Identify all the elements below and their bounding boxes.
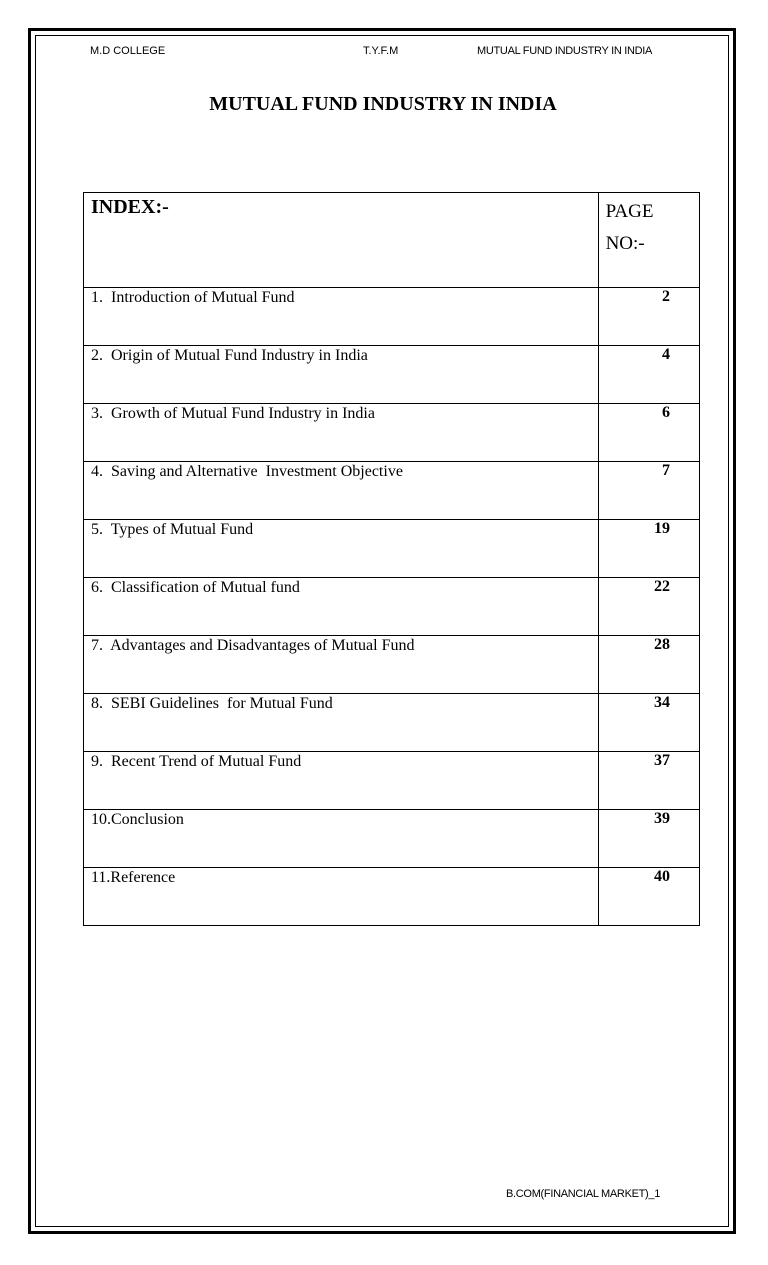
table-row: [84, 694, 700, 752]
table-row: [84, 288, 700, 346]
index-topic: [84, 462, 599, 520]
table-row: [84, 578, 700, 636]
index-topic-text: 4. Saving and Alternative Investment Objective: [91, 463, 403, 480]
index-table: [83, 192, 700, 926]
header-subject: MUTUAL FUND INDUSTRY IN INDIA: [477, 45, 653, 57]
index-page-number: 6: [598, 404, 699, 462]
index-topic: [84, 404, 599, 462]
index-page-number: 37: [598, 752, 699, 810]
page-heading-line2: NO:-: [605, 233, 645, 254]
index-page-number: 4: [598, 346, 699, 404]
index-topic-text: 6. Classification of Mutual fund: [91, 579, 300, 596]
index-topic-text: 9. Recent Trend of Mutual Fund: [91, 753, 302, 770]
table-row: [84, 346, 700, 404]
table-row: [84, 810, 700, 868]
index-heading: INDEX:-: [84, 193, 599, 288]
index-topic: [84, 288, 599, 346]
index-page-number: 22: [598, 578, 699, 636]
index-table-header: [84, 193, 700, 288]
page-footer: B.COM(FINANCIAL MARKET)_1: [506, 1188, 661, 1200]
index-topic-text: 11.Reference: [91, 869, 176, 886]
index-page-number: 28: [598, 636, 699, 694]
table-row: [84, 752, 700, 810]
page-number-heading: [598, 193, 699, 288]
index-topic-text: 2. Origin of Mutual Fund Industry in India: [91, 347, 368, 364]
index-topic: [84, 868, 599, 926]
index-topic: [84, 520, 599, 578]
index-topic-text: 8. SEBI Guidelines for Mutual Fund: [91, 695, 333, 712]
table-row: [84, 404, 700, 462]
index-topic: [84, 752, 599, 810]
index-topic: [84, 346, 599, 404]
index-page-number: 39: [598, 810, 699, 868]
table-row: [84, 520, 700, 578]
index-page-number: 40: [598, 868, 699, 926]
index-topic-text: 5. Types of Mutual Fund: [91, 521, 254, 538]
index-topic-text: 10.Conclusion: [91, 811, 184, 828]
table-row: [84, 636, 700, 694]
index-topic-text: 7. Advantages and Disadvantages of Mutual Fund: [91, 637, 415, 654]
index-topic-text: 3. Growth of Mutual Fund Industry in India: [91, 405, 375, 422]
page-header: [0, 45, 768, 61]
header-course: T.Y.F.M: [363, 45, 399, 57]
table-row: [84, 868, 700, 926]
page-heading-line1: PAGE: [605, 201, 654, 222]
page-title: [0, 93, 768, 116]
index-page-number: 19: [598, 520, 699, 578]
index-topic: [84, 578, 599, 636]
index-topic: [84, 694, 599, 752]
page-title-text: MUTUAL FUND INDUSTRY IN INDIA: [209, 93, 557, 115]
table-row: [84, 462, 700, 520]
index-topic: [84, 636, 599, 694]
index-page-number: 34: [598, 694, 699, 752]
index-topic: [84, 810, 599, 868]
header-college: M.D COLLEGE: [90, 45, 166, 57]
index-topic-text: 1. Introduction of Mutual Fund: [91, 289, 295, 306]
index-page-number: 7: [598, 462, 699, 520]
index-page-number: 2: [598, 288, 699, 346]
